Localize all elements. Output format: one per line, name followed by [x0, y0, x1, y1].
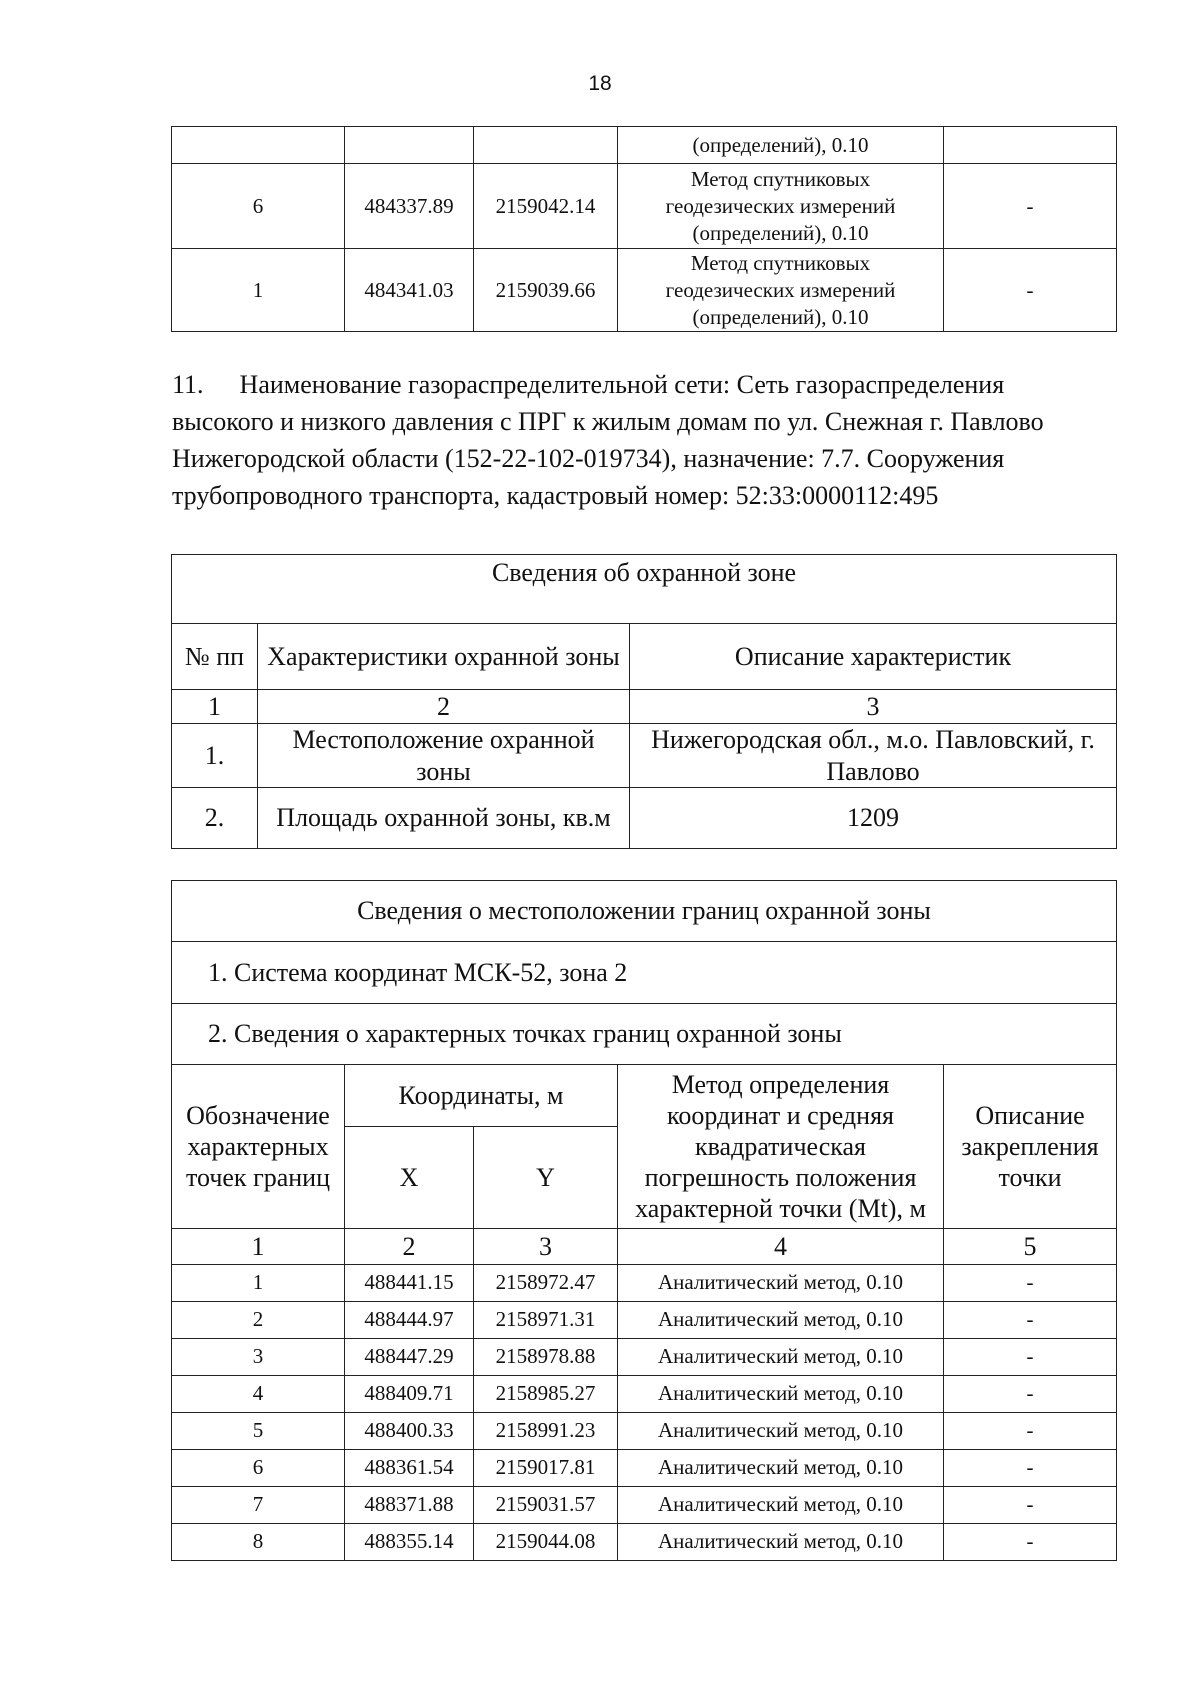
table-header-row — [172, 1065, 1117, 1127]
section-number: 11. — [172, 370, 204, 399]
y-cell: 2159017.81 — [474, 1450, 618, 1487]
point-cell: 3 — [172, 1339, 345, 1376]
x-cell: 484341.03 — [345, 249, 474, 332]
header-method: Метод определения координат и средняя квадратическая погрешность положения характерной точки (Mt), м — [618, 1065, 944, 1229]
table-row — [172, 1302, 1117, 1339]
x-cell: 488447.29 — [345, 1339, 474, 1376]
point-cell: 6 — [172, 164, 345, 249]
method-cell: Аналитический метод, 0.10 — [618, 1265, 944, 1302]
y-cell: 2159039.66 — [474, 249, 618, 332]
table-title-row — [172, 555, 1117, 624]
y-cell: 2159031.57 — [474, 1487, 618, 1524]
method-cell — [618, 164, 944, 249]
header-description: Описание закрепления точки — [944, 1065, 1117, 1229]
x-cell: 488441.15 — [345, 1265, 474, 1302]
method-cell: Аналитический метод, 0.10 — [618, 1524, 944, 1561]
desc-cell: - — [944, 1413, 1117, 1450]
x-cell — [345, 127, 474, 164]
desc-cell — [944, 127, 1117, 164]
row-name: Местоположение охранной зоны — [258, 724, 630, 788]
x-cell: 488371.88 — [345, 1487, 474, 1524]
coordinates-table-continued — [171, 126, 1117, 332]
section-line: Наименование газораспределительной сети: Сеть газораспределения — [239, 370, 1005, 399]
header-coordinates: Координаты, м — [345, 1065, 618, 1127]
index-cell: 4 — [618, 1229, 944, 1265]
table-title: Сведения о местоположении границ охранной зоны — [172, 881, 1117, 942]
boundary-coordinates-table — [171, 880, 1117, 1561]
table-index-row — [172, 690, 1117, 724]
method-cell: Аналитический метод, 0.10 — [618, 1413, 944, 1450]
table-row — [172, 1265, 1117, 1302]
point-cell: 1 — [172, 1265, 345, 1302]
y-cell: 2158985.27 — [474, 1376, 618, 1413]
index-cell: 3 — [474, 1229, 618, 1265]
section-line: трубопроводного транспорта, кадастровый номер: 52:33:0000112:495 — [172, 481, 939, 510]
point-cell: 8 — [172, 1524, 345, 1561]
index-cell: 3 — [630, 690, 1117, 724]
section-line: высокого и низкого давления с ПРГ к жилым домам по ул. Снежная г. Павлово — [172, 407, 1044, 436]
method-cell: Аналитический метод, 0.10 — [618, 1302, 944, 1339]
row-value: 1209 — [630, 788, 1117, 849]
table-index-row — [172, 1229, 1117, 1265]
x-cell: 488355.14 — [345, 1524, 474, 1561]
index-cell: 1 — [172, 1229, 345, 1265]
method-cell: (определений), 0.10 — [618, 127, 944, 164]
header-cell: № пп — [172, 624, 258, 690]
point-cell — [172, 127, 345, 164]
section-line: Нижегородской области (152-22-102-019734), назначение: 7.7. Сооружения — [172, 444, 1005, 473]
header-point: Обозначение характерных точек границ — [172, 1065, 345, 1229]
y-cell: 2158978.88 — [474, 1339, 618, 1376]
y-cell: 2159044.08 — [474, 1524, 618, 1561]
row-value: Нижегородская обл., м.о. Павловский, г. Павлово — [630, 724, 1117, 788]
desc-cell: - — [944, 1265, 1117, 1302]
table-row — [172, 1376, 1117, 1413]
points-info-caption: 2. Сведения о характерных точках границ охранной зоны — [172, 1004, 1117, 1065]
desc-cell: - — [944, 1487, 1117, 1524]
method-cell: Аналитический метод, 0.10 — [618, 1487, 944, 1524]
desc-cell: - — [944, 1450, 1117, 1487]
table-title-row — [172, 881, 1117, 942]
table-row — [172, 1413, 1117, 1450]
method-cell: Аналитический метод, 0.10 — [618, 1450, 944, 1487]
table-title: Сведения об охранной зоне — [172, 555, 1117, 624]
table-row — [172, 788, 1117, 849]
method-cell — [618, 249, 944, 332]
desc-cell: - — [944, 1339, 1117, 1376]
section-paragraph — [172, 366, 1116, 514]
header-y: Y — [474, 1127, 618, 1229]
x-cell: 488409.71 — [345, 1376, 474, 1413]
desc-cell: - — [944, 1376, 1117, 1413]
point-cell: 1 — [172, 249, 345, 332]
desc-cell: - — [944, 1302, 1117, 1339]
y-cell: 2158971.31 — [474, 1302, 618, 1339]
x-cell: 488444.97 — [345, 1302, 474, 1339]
desc-cell: - — [944, 164, 1117, 249]
row-name: Площадь охранной зоны, кв.м — [258, 788, 630, 849]
method-line: геодезических измерений — [665, 277, 896, 302]
x-cell: 488361.54 — [345, 1450, 474, 1487]
table-subtitle-row — [172, 1004, 1117, 1065]
table-subtitle-row — [172, 942, 1117, 1004]
zone-info-table — [171, 554, 1117, 849]
header-cell: Характеристики охранной зоны — [258, 624, 630, 690]
x-cell: 484337.89 — [345, 164, 474, 249]
y-cell — [474, 127, 618, 164]
y-cell: 2158991.23 — [474, 1413, 618, 1450]
table-row — [172, 1450, 1117, 1487]
row-number: 1. — [172, 724, 258, 788]
table-row — [172, 164, 1117, 249]
row-number: 2. — [172, 788, 258, 849]
table-row — [172, 1524, 1117, 1561]
desc-cell: - — [944, 249, 1117, 332]
index-cell: 2 — [258, 690, 630, 724]
x-cell: 488400.33 — [345, 1413, 474, 1450]
desc-cell: - — [944, 1524, 1117, 1561]
y-cell: 2159042.14 — [474, 164, 618, 249]
method-line: (определений), 0.10 — [692, 220, 869, 245]
y-cell: 2158972.47 — [474, 1265, 618, 1302]
page-number: 18 — [588, 72, 612, 95]
point-cell: 7 — [172, 1487, 345, 1524]
table-row — [172, 249, 1117, 332]
method-line: Метод спутниковых — [690, 166, 871, 191]
index-cell: 5 — [944, 1229, 1117, 1265]
index-cell: 1 — [172, 690, 258, 724]
method-cell: Аналитический метод, 0.10 — [618, 1339, 944, 1376]
table-row — [172, 724, 1117, 788]
method-cell: Аналитический метод, 0.10 — [618, 1376, 944, 1413]
table-header-row — [172, 624, 1117, 690]
point-cell: 5 — [172, 1413, 345, 1450]
point-cell: 6 — [172, 1450, 345, 1487]
point-cell: 2 — [172, 1302, 345, 1339]
method-line: Метод спутниковых — [690, 250, 871, 275]
header-x: X — [345, 1127, 474, 1229]
table-row — [172, 1339, 1117, 1376]
header-cell: Описание характеристик — [630, 624, 1117, 690]
table-row — [172, 1487, 1117, 1524]
coordinate-system: 1. Система координат МСК-52, зона 2 — [172, 942, 1117, 1004]
method-line: геодезических измерений — [665, 193, 896, 218]
table-row — [172, 127, 1117, 164]
method-line: (определений), 0.10 — [692, 304, 869, 329]
index-cell: 2 — [345, 1229, 474, 1265]
point-cell: 4 — [172, 1376, 345, 1413]
